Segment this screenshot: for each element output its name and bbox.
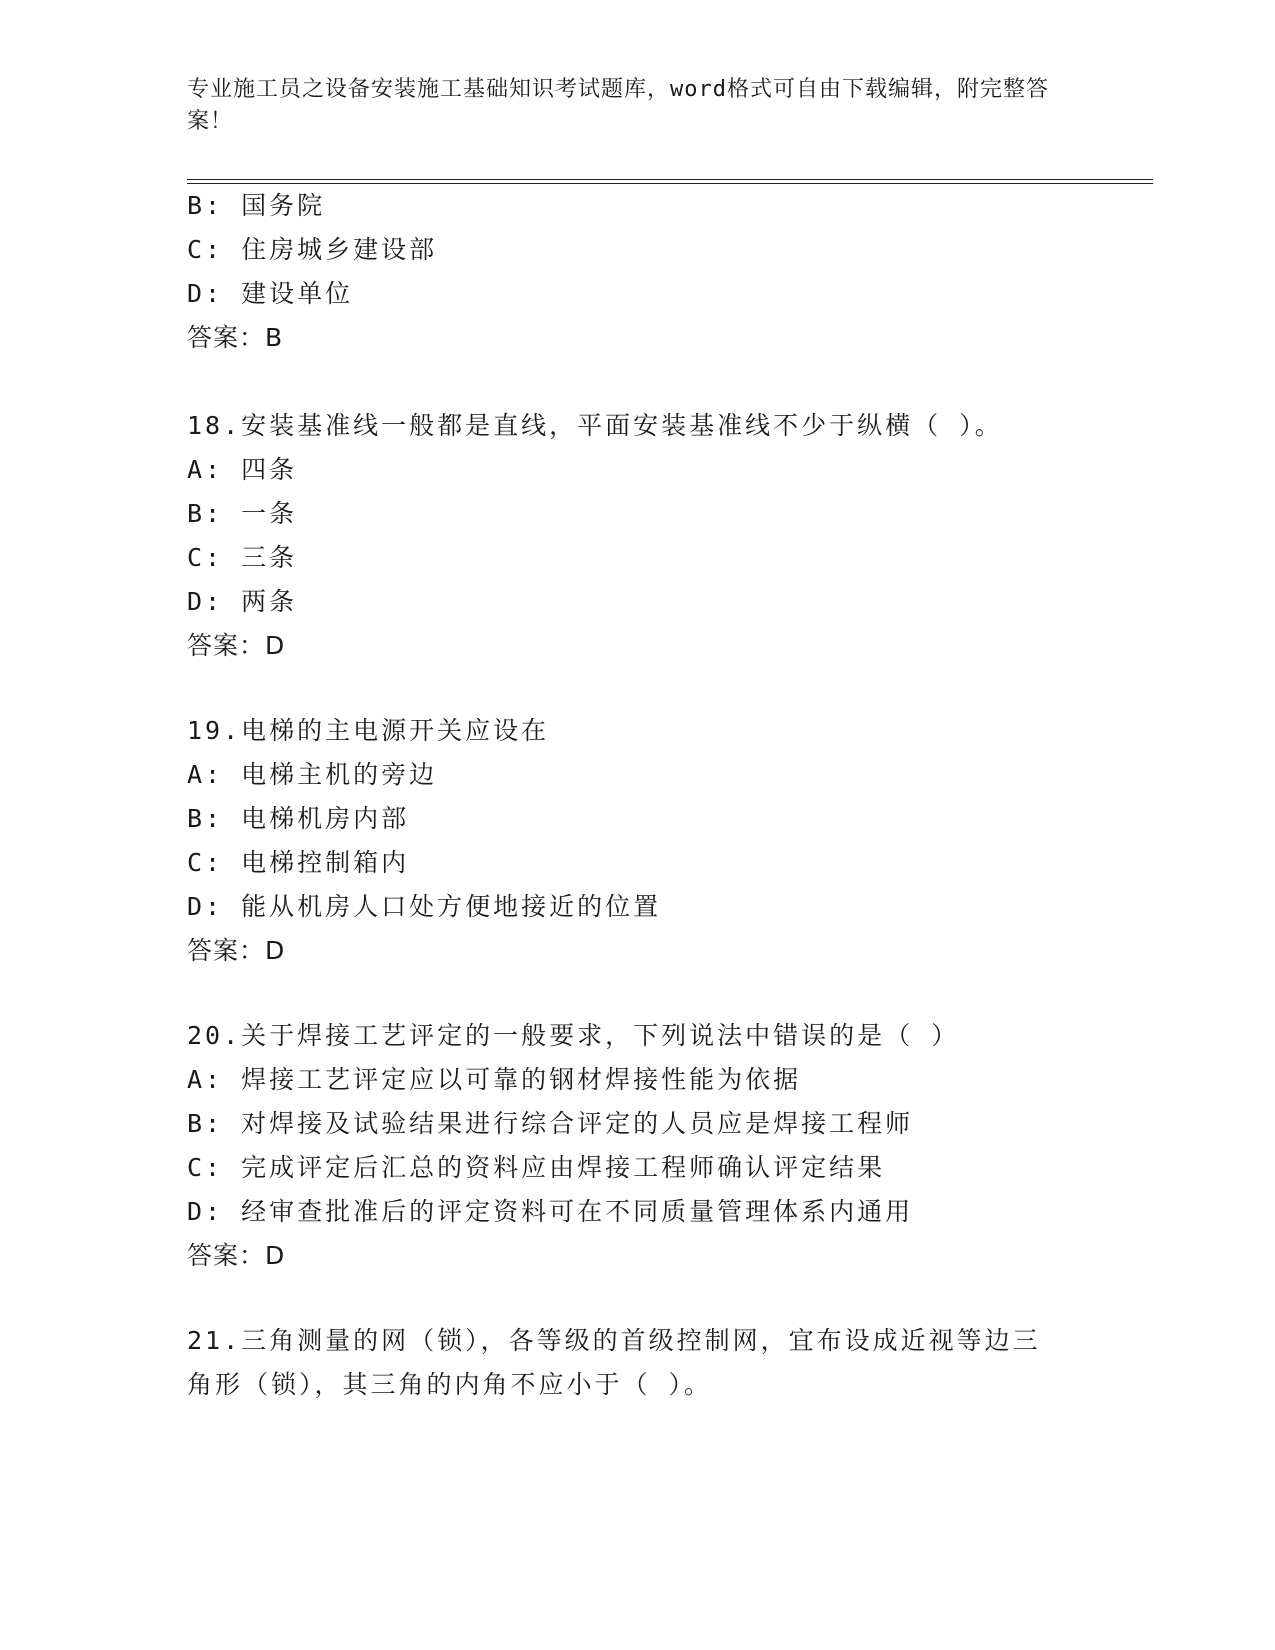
- option-c: C: 住房城乡建设部: [187, 235, 438, 264]
- header-divider-bottom: [187, 183, 1153, 184]
- option-d: D: 能从机房人口处方便地接近的位置: [187, 892, 662, 921]
- option-b: B: 一条: [187, 499, 298, 528]
- option-d: D: 两条: [187, 587, 298, 616]
- question-stem: 18.安装基准线一般都是直线，平面安装基准线不少于纵横（ ）。: [187, 411, 1003, 440]
- answer-line: 答案：D: [187, 1241, 286, 1270]
- question-stem: 20.关于焊接工艺评定的一般要求，下列说法中错误的是（ ）: [187, 1021, 960, 1050]
- option-a: A: 焊接工艺评定应以可靠的钢材焊接性能为依据: [187, 1065, 802, 1094]
- answer-line: 答案：B: [187, 323, 284, 352]
- option-b: B: 对焊接及试验结果进行综合评定的人员应是焊接工程师: [187, 1109, 914, 1138]
- option-b: B: 电梯机房内部: [187, 804, 410, 833]
- question-stem-line-1: 21.三角测量的网（锁），各等级的首级控制网，宜布设成近视等边三: [187, 1326, 1041, 1355]
- document-title: 专业施工员之设备安装施工基础知识考试题库，word格式可自由下载编辑，附完整答案！: [187, 77, 1049, 134]
- option-d: D: 建设单位: [187, 279, 354, 308]
- option-c: C: 三条: [187, 543, 298, 572]
- option-c: C: 电梯控制箱内: [187, 848, 410, 877]
- question-stem: 19.电梯的主电源开关应设在: [187, 716, 550, 745]
- question-stem-line-2: 角形（锁），其三角的内角不应小于（ ）。: [187, 1370, 713, 1399]
- answer-line: 答案：D: [187, 936, 286, 965]
- header-divider-top: [187, 179, 1153, 180]
- answer-line: 答案：D: [187, 631, 286, 660]
- option-b: B: 国务院: [187, 191, 326, 220]
- option-a: A: 电梯主机的旁边: [187, 760, 438, 789]
- option-c: C: 完成评定后汇总的资料应由焊接工程师确认评定结果: [187, 1153, 886, 1182]
- option-d: D: 经审查批准后的评定资料可在不同质量管理体系内通用: [187, 1197, 914, 1226]
- option-a: A: 四条: [187, 455, 298, 484]
